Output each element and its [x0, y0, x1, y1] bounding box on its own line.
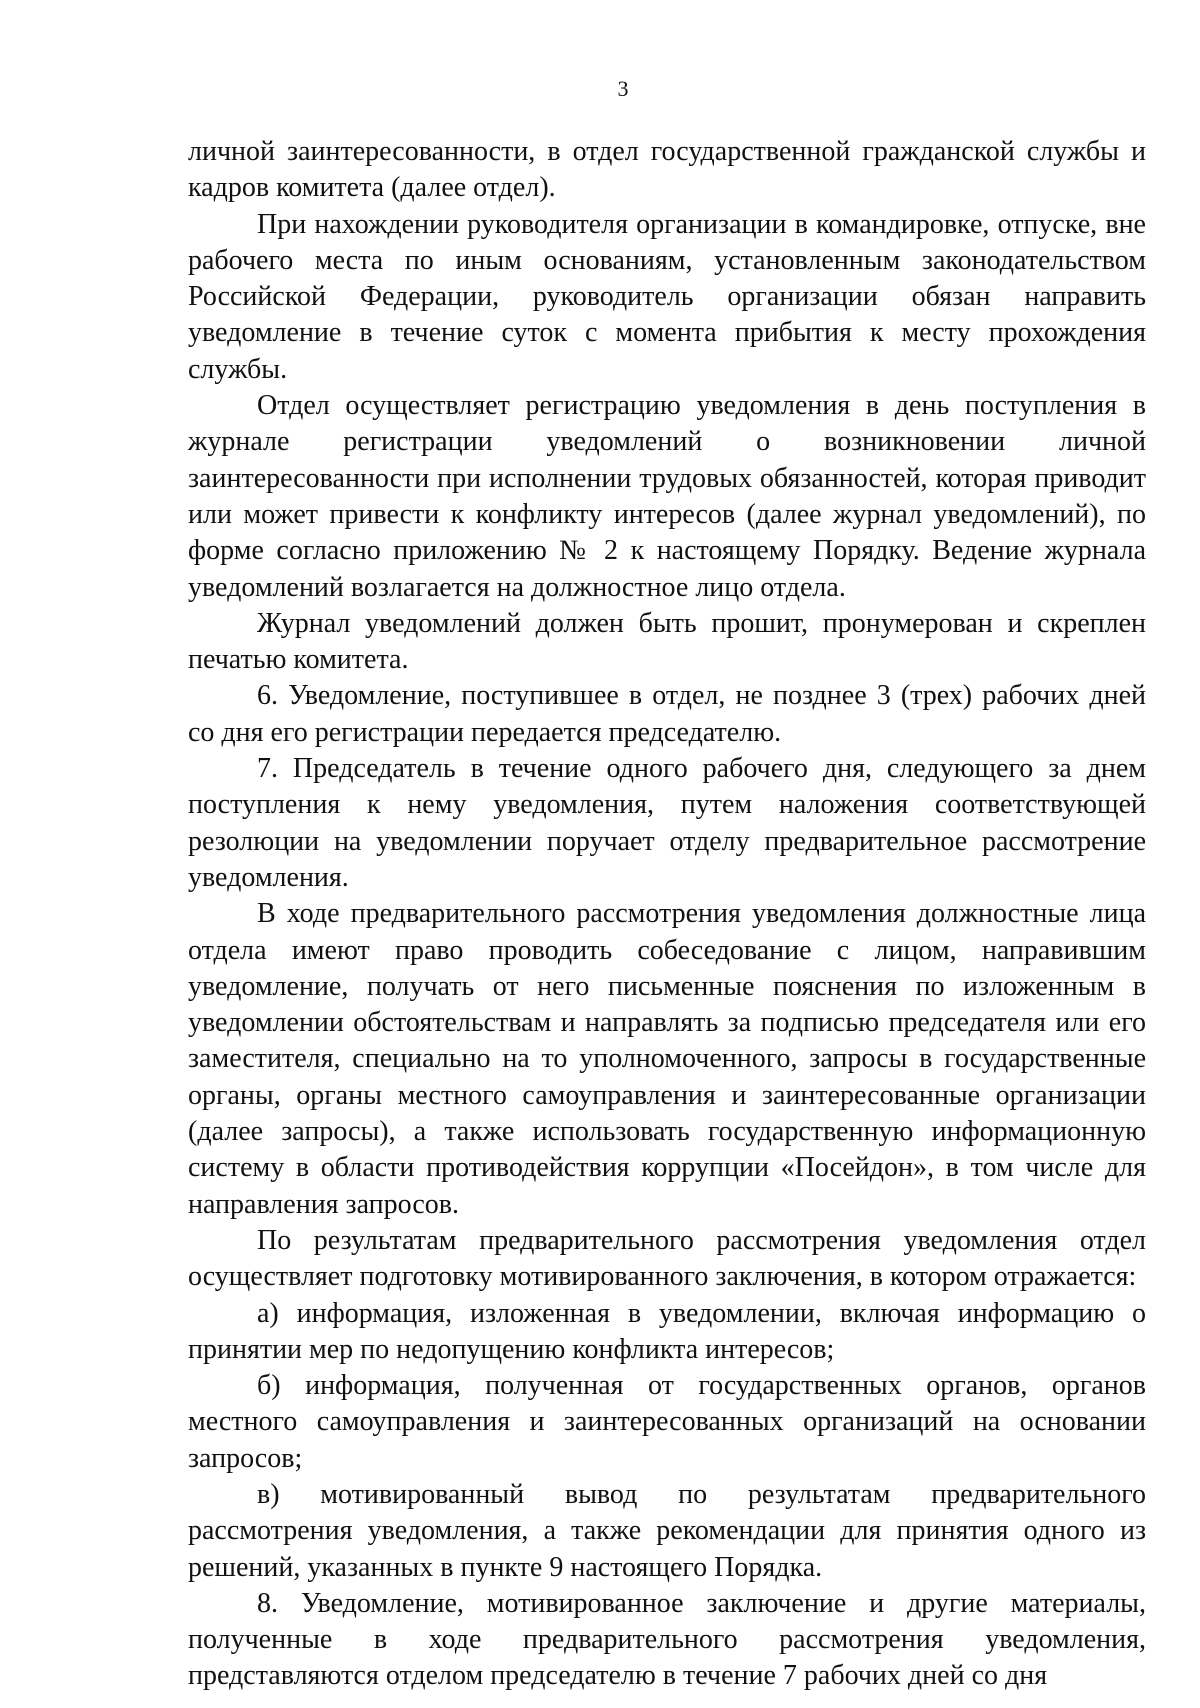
- list-item: б) информация, полученная от государственных органов, органов местного самоуправления и заинтересованных организаций на основании запросов;: [188, 1370, 1146, 1474]
- paragraph: 8. Уведомление, мотивированное заключение и другие материалы, полученные в ходе предварительного рассмотрения уведомления, представляются отделом председателю в течение 7 рабочих дней со дня: [188, 1587, 1146, 1692]
- list-item: а) информация, изложенная в уведомлении, включая информацию о принятии мер по недопущению конфликта интересов;: [188, 1297, 1146, 1365]
- paragraph: 7. Председатель в течение одного рабочего дня, следующего за днем поступления к нему уведомления, путем наложения соответствующей резолюции на уведомлении поручает отделу предварительное рассмотрение уведомления.: [188, 753, 1146, 893]
- paragraph: Отдел осуществляет регистрацию уведомления в день поступления в журнале регистрации уведомлений о возникновении личной заинтересованности при исполнении трудовых обязанностей, которая приводит или может привести к конфликту интересов (далее журнал уведомлений), по форме согласно приложению № 2 к настоящему Порядку. Ведение журнала уведомлений возлагается на должностное лицо отдела.: [188, 390, 1146, 603]
- paragraph: В ходе предварительного рассмотрения уведомления должностные лица отдела имеют право проводить собеседование с лицом, направившим уведомление, получать от него письменные пояснения по изложенным в уведомлении обстоятельствам и направлять за подписью председателя или его заместителя, специально на то уполномоченного, запросы в государственные органы, органы местного самоуправления и заинтересованные организации (далее запросы), а также использовать государственную информационную систему в области противодействия коррупции «Посейдон», в том числе для направления запросов.: [188, 898, 1146, 1220]
- list-item: в) мотивированный вывод по результатам предварительного рассмотрения уведомления, а также рекомендации для принятия одного из решений, указанных в пункте 9 настоящего Порядка.: [188, 1478, 1146, 1583]
- page-number: 3: [617, 76, 629, 101]
- paragraph: По результатам предварительного рассмотрения уведомления отдел осуществляет подготовку мотивированного заключения, в котором отражается:: [188, 1224, 1146, 1293]
- document-body: [188, 134, 1146, 1695]
- paragraph: 6. Уведомление, поступившее в отдел, не позднее 3 (трех) рабочих дней со дня его регистрации передается председателю.: [188, 680, 1146, 748]
- paragraph: Журнал уведомлений должен быть прошит, пронумерован и скреплен печатью комитета.: [188, 607, 1146, 676]
- paragraph: При нахождении руководителя организации в командировке, отпуске, вне рабочего места по иным основаниям, установленным законодательством Российской Федерации, руководитель организации обязан направить уведомление в течение суток с момента прибытия к месту прохождения службы.: [188, 208, 1146, 385]
- paragraph: личной заинтересованности, в отдел государственной гражданской службы и кадров комитета (далее отдел).: [188, 136, 1146, 204]
